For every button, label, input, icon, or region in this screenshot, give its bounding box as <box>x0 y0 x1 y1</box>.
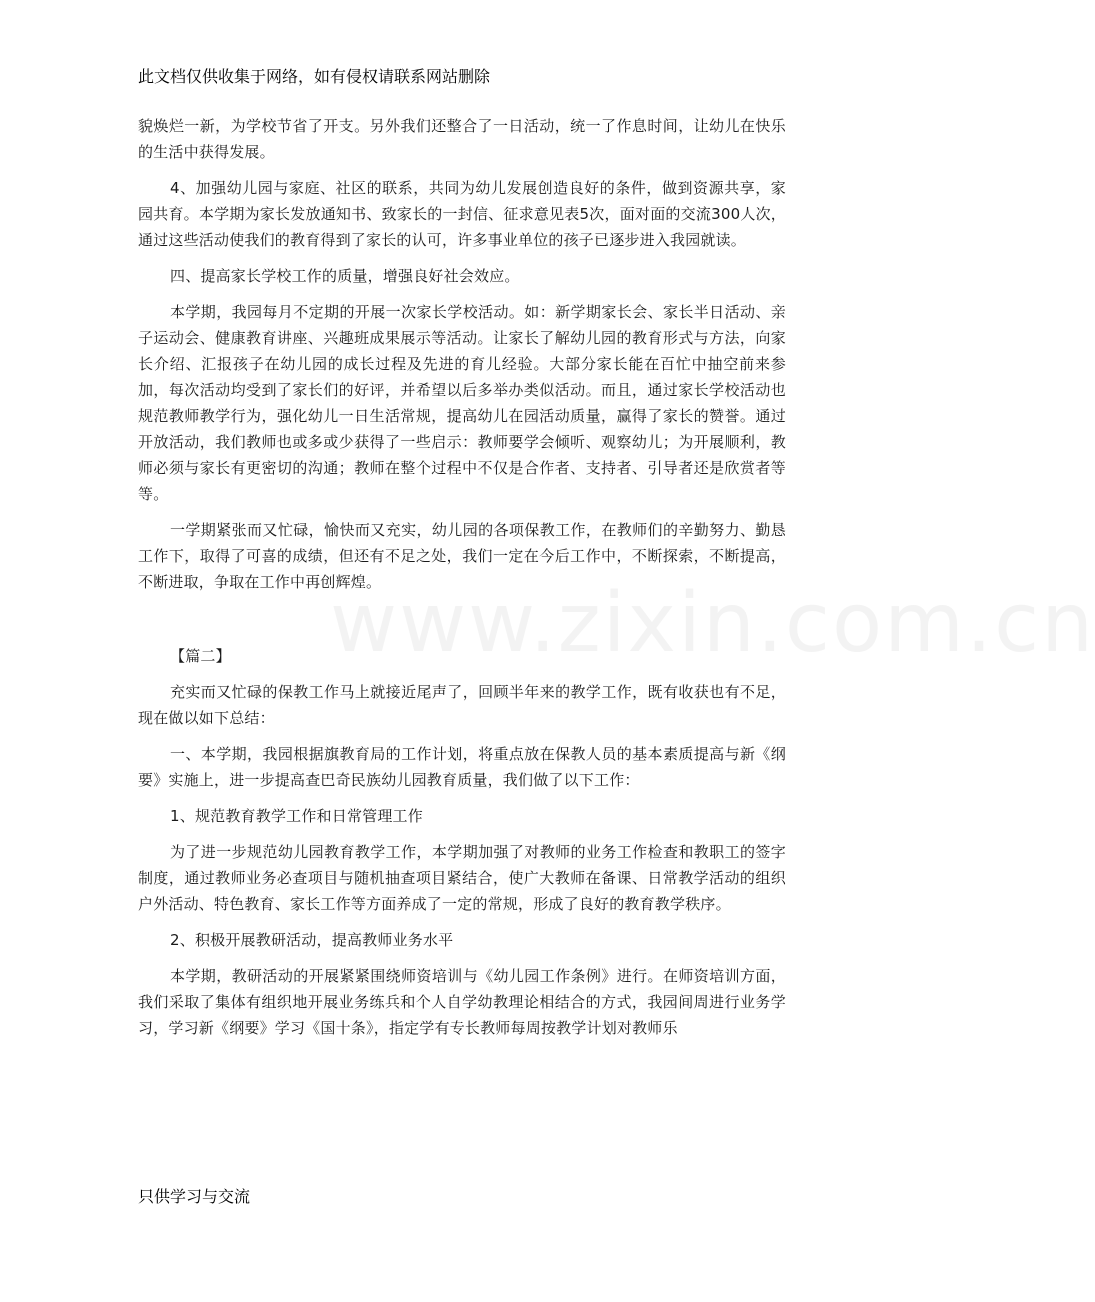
paragraph-continuation: 貌焕烂一新，为学校节省了开支。另外我们还整合了一日活动，统一了作息时间，让幼儿在快乐的生活中获得发展。 <box>138 117 786 161</box>
watermark: www.zixin.com.cn <box>330 576 1095 671</box>
paragraph-family-community: 4、加强幼儿园与家庭、社区的联系，共同为幼儿发展创造良好的条件，做到资源共享，家园共育。本学期为家长发放通知书、致家长的一封信、征求意见表5次，面对面的交流300人次，通过这些活动使我们的教育得到了家长的认可，许多事业单位的孩子已逐步进入我园就读。 <box>138 179 786 249</box>
section-heading-parent-school: 四、提高家长学校工作的质量，增强良好社会效应。 <box>170 267 520 285</box>
subheading-standardize-teaching: 1、规范教育教学工作和日常管理工作 <box>170 807 423 825</box>
paragraph-teaching-research: 本学期，教研活动的开展紧紧围绕师资培训与《幼儿园工作条例》进行。在师资培训方面，我们采取了集体有组织地开展业务练兵和个人自学幼教理论相结合的方式，我园间周进行业务学习，学习新《纲要》学习《国十条》，指定学有专长教师每周按教学计划对教师乐 <box>138 967 786 1037</box>
page-header: 此文档仅供收集于网络，如有侵权请联系网站删除 <box>138 67 491 86</box>
paragraph-standardize-teaching: 为了进一步规范幼儿园教育教学工作，本学期加强了对教师的业务工作检查和教职工的签字制度，通过教师业务必查项目与随机抽查项目紧结合，使广大教师在备课、日常教学活动的组织户外活动、特色教育、家长工作等方面养成了一定的常规，形成了良好的教育教学秩序。 <box>138 843 786 913</box>
section-title-part-two: 【篇二】 <box>170 647 231 665</box>
subheading-teaching-research: 2、积极开展教研活动，提高教师业务水平 <box>170 931 454 949</box>
section-spacer <box>138 605 786 643</box>
page-footer: 只供学习与交流 <box>138 1187 251 1206</box>
paragraph-semester-summary: 一学期紧张而又忙碌，愉快而又充实，幼儿园的各项保教工作，在教师们的辛勤努力、勤恳工作下，取得了可喜的成绩，但还有不足之处，我们一定在今后工作中，不断探索，不断提高，不断进取，争取在工作中再创辉煌。 <box>138 521 786 591</box>
paragraph-parent-school-activities: 本学期，我园每月不定期的开展一次家长学校活动。如：新学期家长会、家长半日活动、亲子运动会、健康教育讲座、兴趣班成果展示等活动。让家长了解幼儿园的教育形式与方法，向家长介绍、汇报孩子在幼儿园的成长过程及先进的育儿经验。大部分家长能在百忙中抽空前来参加，每次活动均受到了家长们的好评，并希望以后多举办类似活动。而且，通过家长学校活动也规范教师教学行为，强化幼儿一日生活常规，提高幼儿在园活动质量，赢得了家长的赞誉。通过开放活动，我们教师也或多或少获得了一些启示：教师要学会倾听、观察幼儿；为开展顺利，教师必须与家长有更密切的沟通；教师在整个过程中不仅是合作者、支持者、引导者还是欣赏者等等。 <box>138 303 786 503</box>
paragraph-section-one: 一、本学期，我园根据旗教育局的工作计划，将重点放在保教人员的基本素质提高与新《纲要》实施上，进一步提高查巴奇民族幼儿园教育质量，我们做了以下工作： <box>138 745 786 789</box>
document-body <box>138 113 786 1051</box>
paragraph-intro: 充实而又忙碌的保教工作马上就接近尾声了，回顾半年来的教学工作，既有收获也有不足，现在做以如下总结： <box>138 683 786 727</box>
